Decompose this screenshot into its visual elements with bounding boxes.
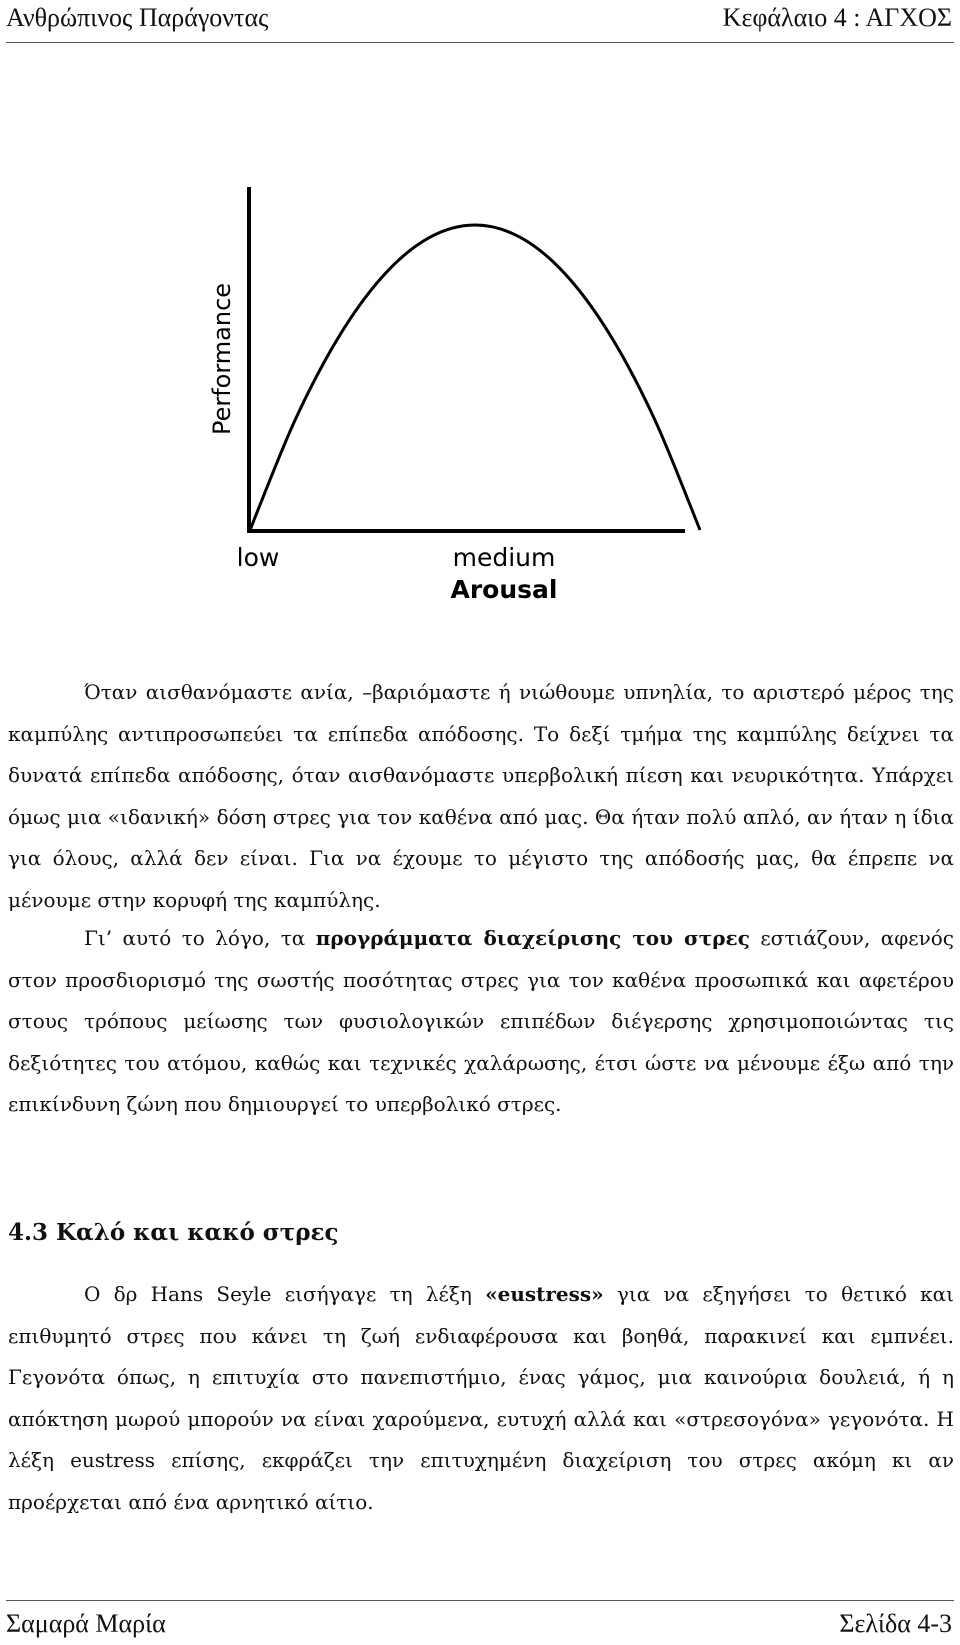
paragraph-3-bold: «eustress» — [485, 1282, 604, 1306]
paragraph-eustress — [8, 1274, 954, 1523]
tick-label-low: low — [236, 543, 280, 572]
paragraph-2-end: εστιάζουν, αφενός στον προσδιορισμό της σωστής ποσότητας στρες για τον καθένα προσωπικά και αφετέρου στους τρόπους μείωσης των φυσιολογικών επιπέδων διέγερσης χρησιμοποιώντας τις δεξιότητες του ατόμου, καθώς και τεχνικές χαλάρωσης, έτσι ώστε να μένουμε έξω από την επικίνδυνη ζώνη που δημιουργεί το υπερβολικό στρες. — [8, 926, 954, 1116]
performance-curve — [250, 225, 700, 530]
page-footer — [6, 1600, 954, 1645]
paragraph-2-start: Γι’ αυτό το λόγο, τα — [84, 926, 316, 950]
footer-page-number: Σελίδα 4-3 — [839, 1609, 952, 1638]
section-heading: 4.3 Καλό και κακό στρες — [8, 1219, 339, 1246]
tick-label-medium: medium — [452, 543, 556, 572]
paragraph-1-text: Όταν αισθανόμαστε ανία, –βαριόμαστε ή νιώθουμε υπνηλία, το αριστερό μέρος της καμπύλης αντιπροσωπεύει τα επίπεδα απόδοσης. Το δεξί τμήμα της καμπύλης δείχνει τα δυνατά επίπεδα απόδοσης, όταν αισθανόμαστε υπερβολική πίεση και νευρικότητα. Υπάρχει όμως μια «ιδανική» δόση στρες για τον καθένα από μας. Θα ήταν πολύ απλό, αν ήταν η ίδια για όλους, αλλά δεν είναι. Για να έχουμε το μέγιστο της απόδοσής μας, θα έπρεπε να μένουμε στην κορυφή της καμπύλης. — [8, 680, 954, 912]
footer-author: Σαμαρά Μαρία — [6, 1609, 166, 1638]
paragraph-3-end: για να εξηγήσει το θετικό και επιθυμητό στρες που κάνει τη ζωή ενδιαφέρουσα και βοηθά, παρακινεί και εμπνέει. Γεγονότα όπως, η επιτυχία στο πανεπιστήμιο, ένας γάμος, μια καινούρια δουλειά, ή η απόκτηση μωρού μπορούν να είναι χαρούμενα, ευτυχή αλλά και «στρεσογόνα» γεγονότα. Η λέξη eustress επίσης, εκφράζει την επιτυχημένη διαχείριση του στρες ακόμη κι αν προέρχεται από ένα αρνητικό αίτιο. — [8, 1282, 955, 1514]
paragraph-curve-explanation — [8, 672, 954, 921]
paragraph-3-start: Ο δρ Hans Seyle εισήγαγε τη λέξη — [84, 1282, 486, 1306]
paragraph-stress-management — [8, 918, 954, 1126]
x-axis-label: Arousal — [450, 575, 558, 604]
arousal-performance-chart — [200, 185, 720, 635]
page-header — [6, 0, 954, 43]
chart-svg — [200, 185, 720, 635]
paragraph-2-bold: προγράμματα διαχείρισης του στρες — [315, 926, 750, 950]
y-axis-label: Performance — [208, 282, 236, 436]
header-book-title: Ανθρώπινος Παράγοντας — [6, 3, 269, 32]
header-chapter-title: Κεφάλαιο 4 : ΑΓΧΟΣ — [722, 3, 952, 32]
